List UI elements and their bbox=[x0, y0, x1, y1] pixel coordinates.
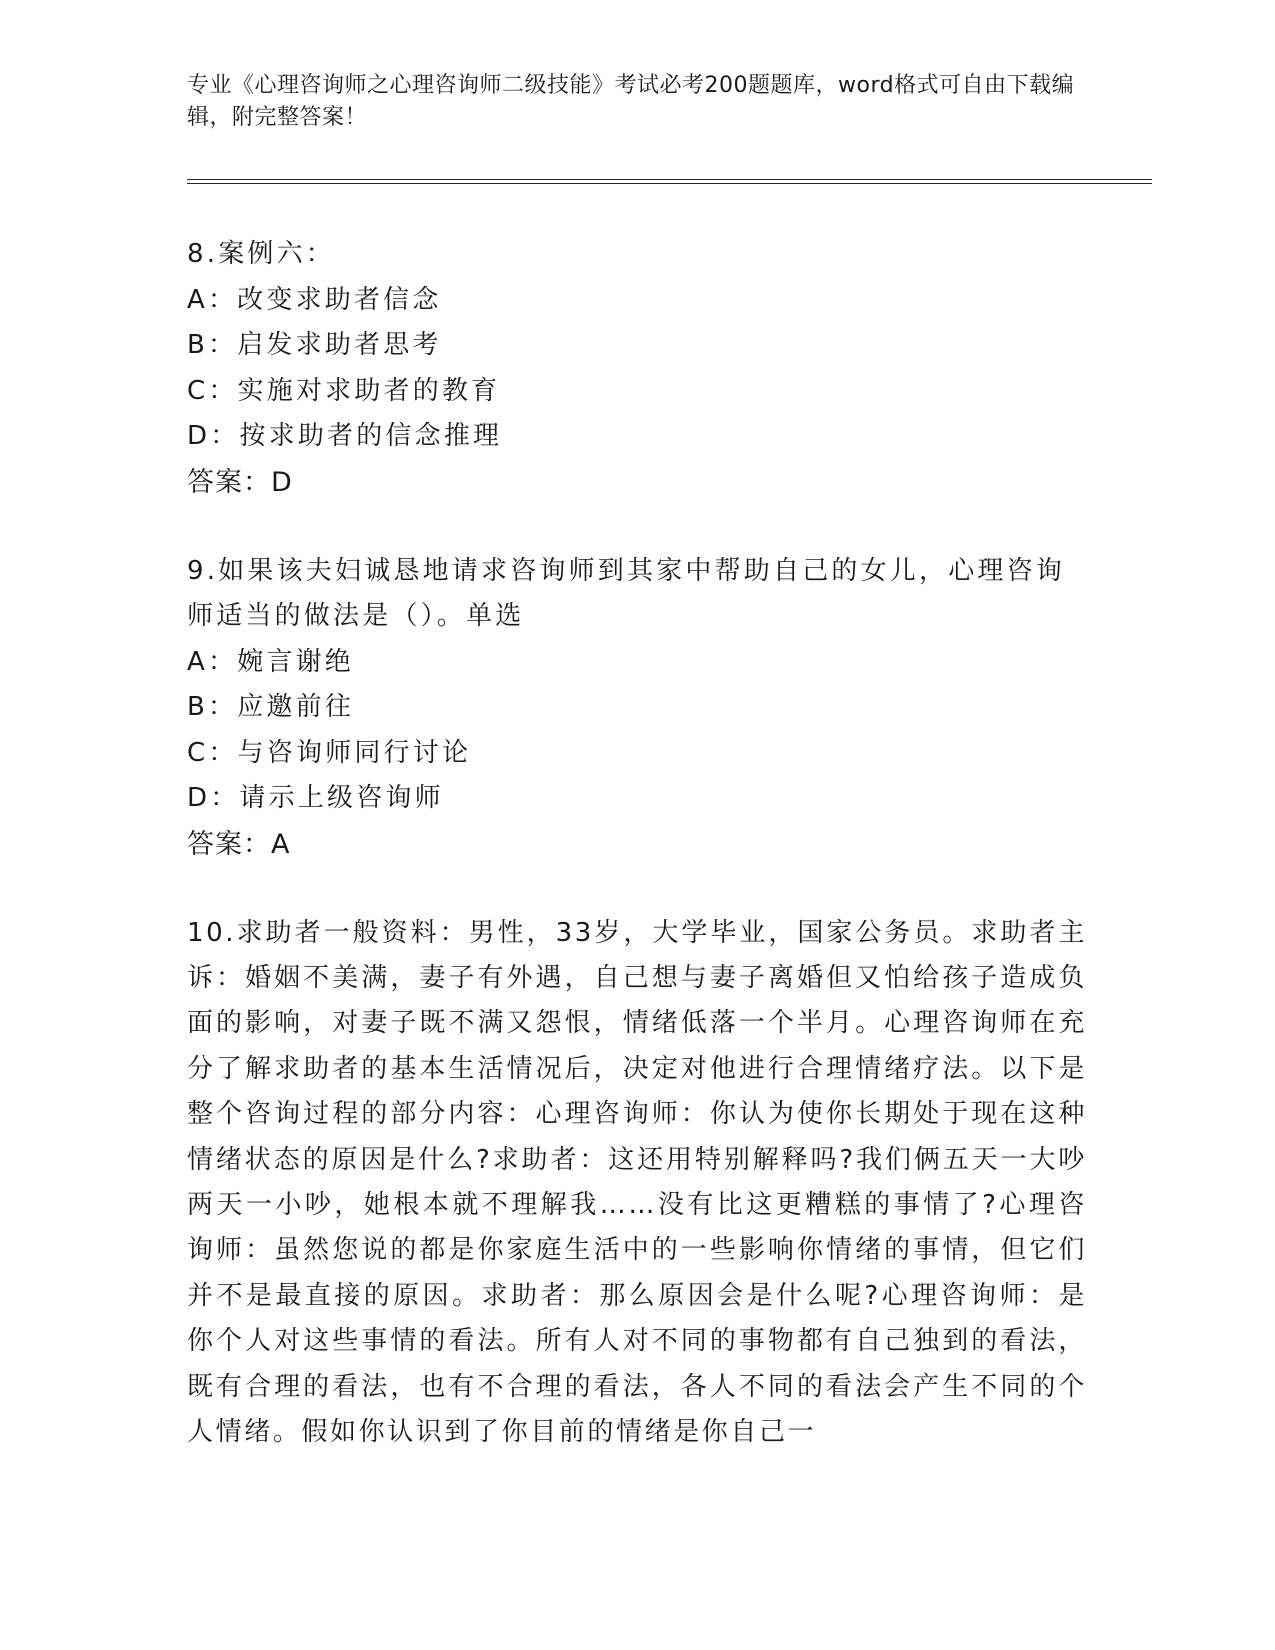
question-9 bbox=[187, 549, 1087, 868]
option-a: A：婉言谢绝 bbox=[187, 646, 354, 677]
document-header bbox=[187, 70, 1087, 134]
document-body bbox=[187, 232, 1087, 1498]
option-c: C：与咨询师同行讨论 bbox=[187, 737, 472, 768]
header-divider-thin bbox=[187, 179, 1152, 180]
question-stem: 8.案例六： bbox=[187, 239, 336, 269]
option-b: B：应邀前往 bbox=[187, 692, 355, 722]
question-10 bbox=[187, 911, 1087, 1456]
option-c: C：实施对求助者的教育 bbox=[187, 375, 501, 406]
option-d: D：按求助者的信念推理 bbox=[187, 421, 503, 451]
header-divider-thick bbox=[187, 183, 1152, 184]
question-stem: 9.如果该夫妇诚恳地请求咨询师到其家中帮助自己的女儿，心理咨询师适当的做法是（）。单选 bbox=[187, 555, 1066, 631]
header-intro-text: 专业《心理咨询师之心理咨询师二级技能》考试必考200题题库，word格式可自由下载编辑，附完整答案！ bbox=[187, 73, 1075, 130]
question-stem: 10.求助者一般资料：男性，33岁，大学毕业，国家公务员。求助者主诉：婚姻不美满，妻子有外遇，自己想与妻子离婚但又怕给孩子造成负面的影响，对妻子既不满又怨恨，情绪低落一个半月。心理咨询师在充分了解求助者的基本生活情况后，决定对他进行合理情绪疗法。以下是整个咨询过程的部分内容：心理咨询师：你认为使你长期处于现在这种情绪状态的原因是什么?求助者：这还用特别解释吗?我们俩五天一大吵两天一小吵，她根本就不理解我……没有比这更糟糕的事情了?心理咨询师：虽然您说的都是你家庭生活中的一些影响你情绪的事情，但它们并不是最直接的原因。求助者：那么原因会是什么呢?心理咨询师：是你个人对这些事情的看法。所有人对不同的事物都有自己独到的看法，既有合理的看法，也有不合理的看法，各人不同的看法会产生不同的个人情绪。假如你认识到了你目前的情绪是你自己一 bbox=[187, 917, 1087, 1447]
question-8 bbox=[187, 232, 1087, 506]
option-b: B：启发求助者思考 bbox=[187, 330, 442, 360]
answer-line: 答案：A bbox=[187, 828, 291, 860]
option-a: A：改变求助者信念 bbox=[187, 284, 442, 315]
option-d: D：请示上级咨询师 bbox=[187, 783, 444, 813]
answer-line: 答案：D bbox=[187, 466, 293, 498]
